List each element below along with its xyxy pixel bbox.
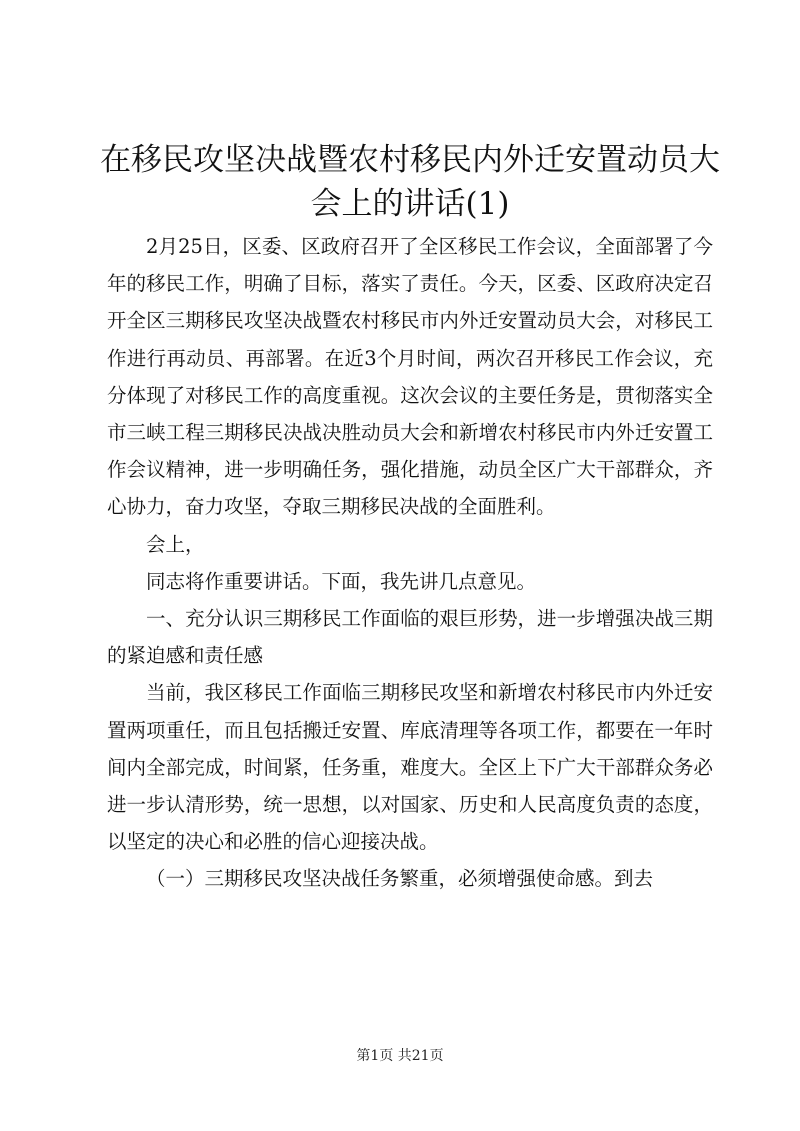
- document-title: 在移民攻坚决战暨农村移民内外迁安置动员大会上的讲话(1): [100, 142, 720, 222]
- section-heading: 一、充分认识三期移民工作面临的艰巨形势，进一步增强决战三期的紧迫感和责任感: [107, 607, 713, 668]
- paragraph: 会上，: [146, 532, 205, 556]
- subsection-heading: （一）三期移民攻坚决战任务繁重，必须增强使命感。到去: [146, 867, 654, 891]
- page-footer: [0, 1047, 800, 1065]
- paragraph: 当前，我区移民工作面临三期移民攻坚和新增农村移民市内外迁安置两项重任，而且包括搬迁安置、库底清理等各项工作，都要在一年时间内全部完成，时间紧，任务重，难度大。全区上下广大干部群众务必进一步认清形势，统一思想，以对国家、历史和人民高度负责的态度，以坚定的决心和必胜的信心迎接决战。: [107, 681, 713, 854]
- page-number-label: 第1页 共21页: [356, 1048, 444, 1064]
- paragraph: 2月25日，区委、区政府召开了全区移民工作会议，全面部署了今年的移民工作，明确了目标，落实了责任。今天，区委、区政府决定召开全区三期移民攻坚决战暨农村移民市内外迁安置动员大会，对移民工作进行再动员、再部署。在近3个月时间，两次召开移民工作会议，充分体现了对移民工作的高度重视。这次会议的主要任务是，贯彻落实全市三峡工程三期移民决战决胜动员大会和新增农村移民市内外迁安置工作会议精神，进一步明确任务，强化措施，动员全区广大干部群众，齐心协力，奋力攻坚，夺取三期移民决战的全面胜利。: [107, 235, 713, 519]
- document-body: [107, 228, 713, 898]
- paragraph: 同志将作重要讲话。下面，我先讲几点意见。: [146, 569, 537, 593]
